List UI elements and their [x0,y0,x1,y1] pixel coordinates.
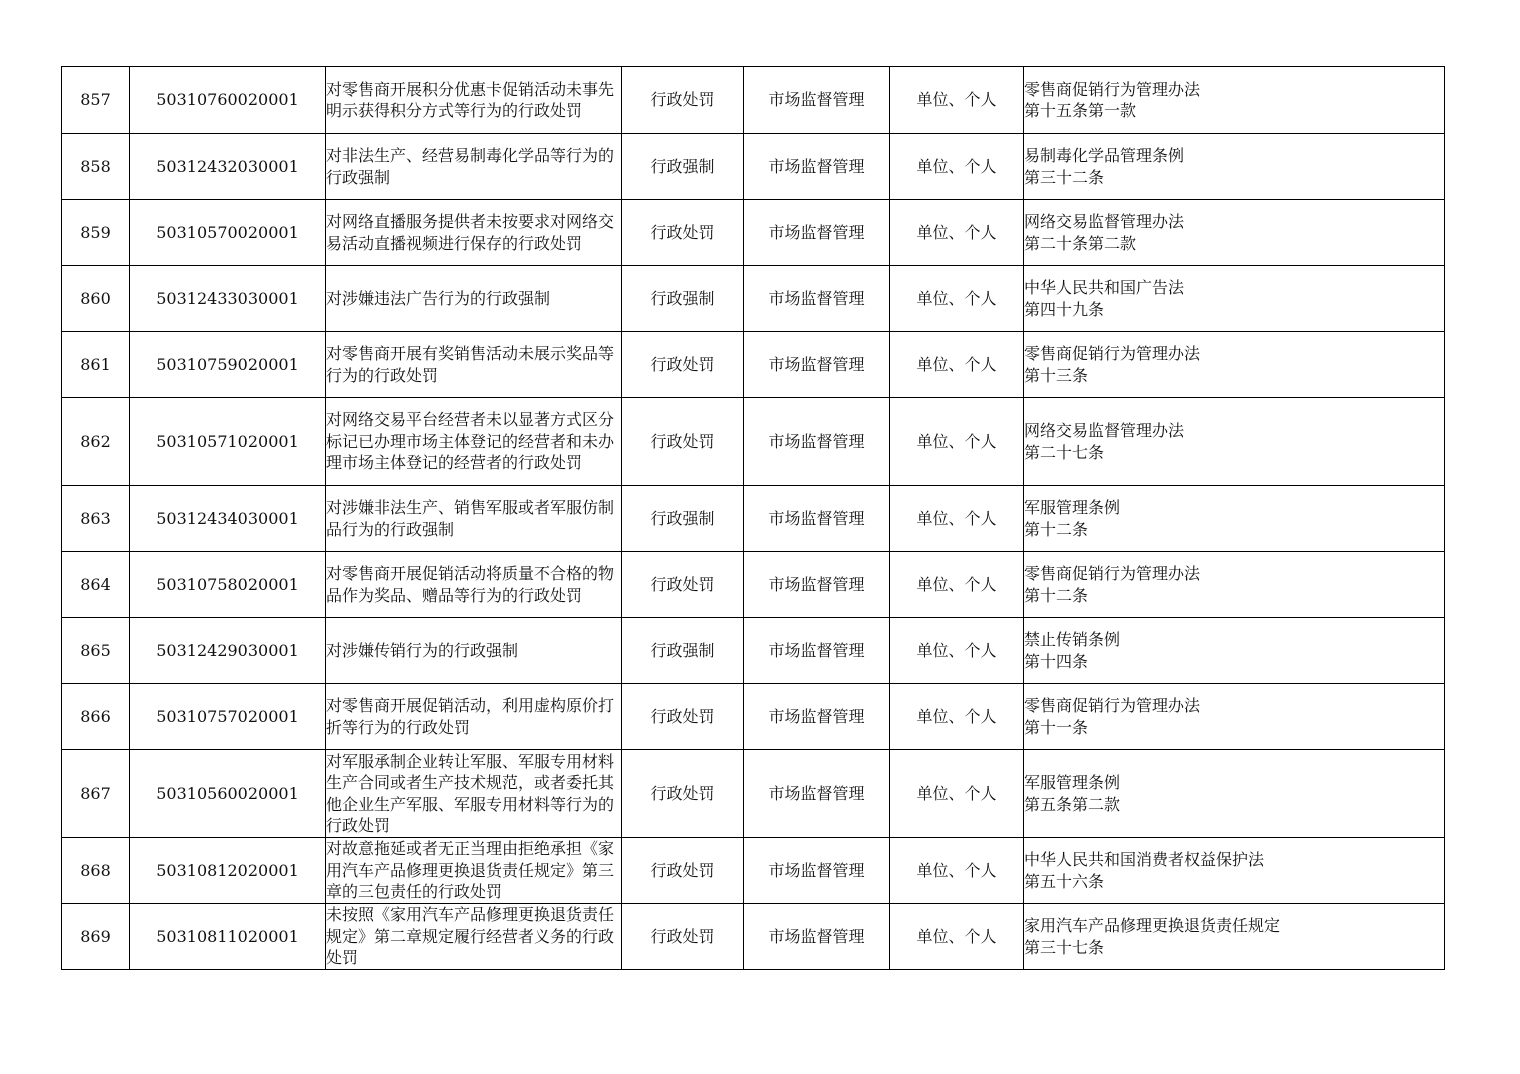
table-row [62,904,1445,970]
legal-basis-cell [1024,552,1445,618]
subject-cell: 单位、个人 [890,332,1024,398]
law-name: 军服管理条例 [1024,498,1121,517]
legal-basis-cell [1024,332,1445,398]
law-name: 零售商促销行为管理办法 [1024,696,1201,715]
subject-cell: 单位、个人 [890,838,1024,904]
row-number-cell: 860 [62,266,130,332]
item-code-cell: 50312434030001 [130,486,326,552]
department-cell: 市场监督管理 [744,750,890,838]
legal-basis-cell [1024,398,1445,486]
power-type-cell: 行政处罚 [622,200,744,266]
power-type-cell: 行政处罚 [622,904,744,970]
row-number-cell: 857 [62,67,130,134]
law-article: 第十二条 [1024,585,1089,605]
power-type-cell: 行政强制 [622,486,744,552]
department-cell: 市场监督管理 [744,838,890,904]
item-name-cell: 对零售商开展促销活动，利用虚构原价打折等行为的行政处罚 [326,684,622,750]
law-article: 第五十六条 [1024,871,1105,891]
law-article: 第五条第二款 [1024,794,1121,814]
row-number-cell: 866 [62,684,130,750]
subject-cell: 单位、个人 [890,398,1024,486]
legal-basis-cell [1024,486,1445,552]
item-name-cell: 对非法生产、经营易制毒化学品等行为的行政强制 [326,134,622,200]
department-cell: 市场监督管理 [744,134,890,200]
subject-cell: 单位、个人 [890,486,1024,552]
law-name: 易制毒化学品管理条例 [1024,146,1185,165]
department-cell: 市场监督管理 [744,332,890,398]
power-list-table [61,66,1445,970]
row-number-cell: 859 [62,200,130,266]
item-code-cell: 50310758020001 [130,552,326,618]
item-code-cell: 50310560020001 [130,750,326,838]
table-row [62,200,1445,266]
item-code-cell: 50310759020001 [130,332,326,398]
law-name: 零售商促销行为管理办法 [1024,564,1201,583]
power-type-cell: 行政处罚 [622,750,744,838]
law-article: 第三十七条 [1024,937,1105,957]
subject-cell: 单位、个人 [890,200,1024,266]
law-name: 中华人民共和国广告法 [1024,278,1185,297]
department-cell: 市场监督管理 [744,266,890,332]
law-name: 网络交易监督管理办法 [1024,421,1185,440]
legal-basis-cell [1024,618,1445,684]
department-cell: 市场监督管理 [744,684,890,750]
row-number-cell: 862 [62,398,130,486]
power-type-cell: 行政强制 [622,618,744,684]
item-code-cell: 50312433030001 [130,266,326,332]
law-article: 第三十二条 [1024,167,1105,187]
row-number-cell: 864 [62,552,130,618]
subject-cell: 单位、个人 [890,684,1024,750]
law-article: 第十二条 [1024,519,1089,539]
department-cell: 市场监督管理 [744,486,890,552]
item-code-cell: 50310812020001 [130,838,326,904]
item-code-cell: 50310757020001 [130,684,326,750]
legal-basis-cell [1024,266,1445,332]
power-type-cell: 行政处罚 [622,67,744,134]
department-cell: 市场监督管理 [744,398,890,486]
item-code-cell: 50312432030001 [130,134,326,200]
law-article: 第二十七条 [1024,442,1105,462]
item-name-cell: 对零售商开展有奖销售活动未展示奖品等行为的行政处罚 [326,332,622,398]
law-name: 中华人民共和国消费者权益保护法 [1024,850,1265,869]
row-number-cell: 868 [62,838,130,904]
table-row [62,486,1445,552]
table-row [62,332,1445,398]
table-row [62,552,1445,618]
table-row [62,618,1445,684]
item-code-cell: 50310811020001 [130,904,326,970]
row-number-cell: 863 [62,486,130,552]
item-name-cell: 对零售商开展促销活动将质量不合格的物品作为奖品、赠品等行为的行政处罚 [326,552,622,618]
item-name-cell: 未按照《家用汽车产品修理更换退货责任规定》第二章规定履行经营者义务的行政处罚 [326,904,622,970]
table-row [62,67,1445,134]
row-number-cell: 867 [62,750,130,838]
item-name-cell: 对网络交易平台经营者未以显著方式区分标记已办理市场主体登记的经营者和未办理市场主体登记的经营者的行政处罚 [326,398,622,486]
law-name: 零售商促销行为管理办法 [1024,344,1201,363]
table-row [62,684,1445,750]
power-type-cell: 行政处罚 [622,838,744,904]
department-cell: 市场监督管理 [744,552,890,618]
department-cell: 市场监督管理 [744,904,890,970]
row-number-cell: 861 [62,332,130,398]
power-type-cell: 行政处罚 [622,332,744,398]
law-article: 第十四条 [1024,651,1089,671]
item-name-cell: 对零售商开展积分优惠卡促销活动未事先明示获得积分方式等行为的行政处罚 [326,67,622,134]
table-row [62,398,1445,486]
subject-cell: 单位、个人 [890,552,1024,618]
item-code-cell: 50312429030001 [130,618,326,684]
legal-basis-cell [1024,838,1445,904]
table-row [62,134,1445,200]
item-code-cell: 50310760020001 [130,67,326,134]
power-type-cell: 行政处罚 [622,398,744,486]
legal-basis-cell [1024,200,1445,266]
law-name: 家用汽车产品修理更换退货责任规定 [1024,916,1281,935]
subject-cell: 单位、个人 [890,904,1024,970]
item-name-cell: 对涉嫌违法广告行为的行政强制 [326,266,622,332]
law-article: 第十一条 [1024,717,1089,737]
subject-cell: 单位、个人 [890,67,1024,134]
law-article: 第四十九条 [1024,299,1105,319]
item-name-cell: 对网络直播服务提供者未按要求对网络交易活动直播视频进行保存的行政处罚 [326,200,622,266]
row-number-cell: 858 [62,134,130,200]
power-type-cell: 行政处罚 [622,684,744,750]
item-name-cell: 对涉嫌传销行为的行政强制 [326,618,622,684]
subject-cell: 单位、个人 [890,134,1024,200]
law-article: 第二十条第二款 [1024,233,1137,253]
subject-cell: 单位、个人 [890,266,1024,332]
power-type-cell: 行政强制 [622,134,744,200]
law-name: 零售商促销行为管理办法 [1024,79,1201,99]
row-number-cell: 869 [62,904,130,970]
item-name-cell: 对军服承制企业转让军服、军服专用材料生产合同或者生产技术规范，或者委托其他企业生产军服、军服专用材料等行为的行政处罚 [326,750,622,838]
law-name: 网络交易监督管理办法 [1024,212,1185,231]
table-row [62,266,1445,332]
law-article: 第十三条 [1024,365,1089,385]
item-name-cell: 对涉嫌非法生产、销售军服或者军服仿制品行为的行政强制 [326,486,622,552]
legal-basis-cell [1024,134,1445,200]
item-code-cell: 50310571020001 [130,398,326,486]
law-name: 禁止传销条例 [1024,630,1121,649]
law-name: 军服管理条例 [1024,773,1121,792]
table-row [62,838,1445,904]
subject-cell: 单位、个人 [890,618,1024,684]
row-number-cell: 865 [62,618,130,684]
department-cell: 市场监督管理 [744,67,890,134]
legal-basis-cell [1024,750,1445,838]
table-body [62,67,1445,970]
table-row [62,750,1445,838]
department-cell: 市场监督管理 [744,200,890,266]
law-article: 第十五条第一款 [1024,101,1137,120]
legal-basis-cell [1024,67,1445,134]
power-type-cell: 行政处罚 [622,552,744,618]
department-cell: 市场监督管理 [744,618,890,684]
legal-basis-cell [1024,904,1445,970]
legal-basis-cell [1024,684,1445,750]
power-type-cell: 行政强制 [622,266,744,332]
item-code-cell: 50310570020001 [130,200,326,266]
item-name-cell: 对故意拖延或者无正当理由拒绝承担《家用汽车产品修理更换退货责任规定》第三章的三包责任的行政处罚 [326,838,622,904]
subject-cell: 单位、个人 [890,750,1024,838]
